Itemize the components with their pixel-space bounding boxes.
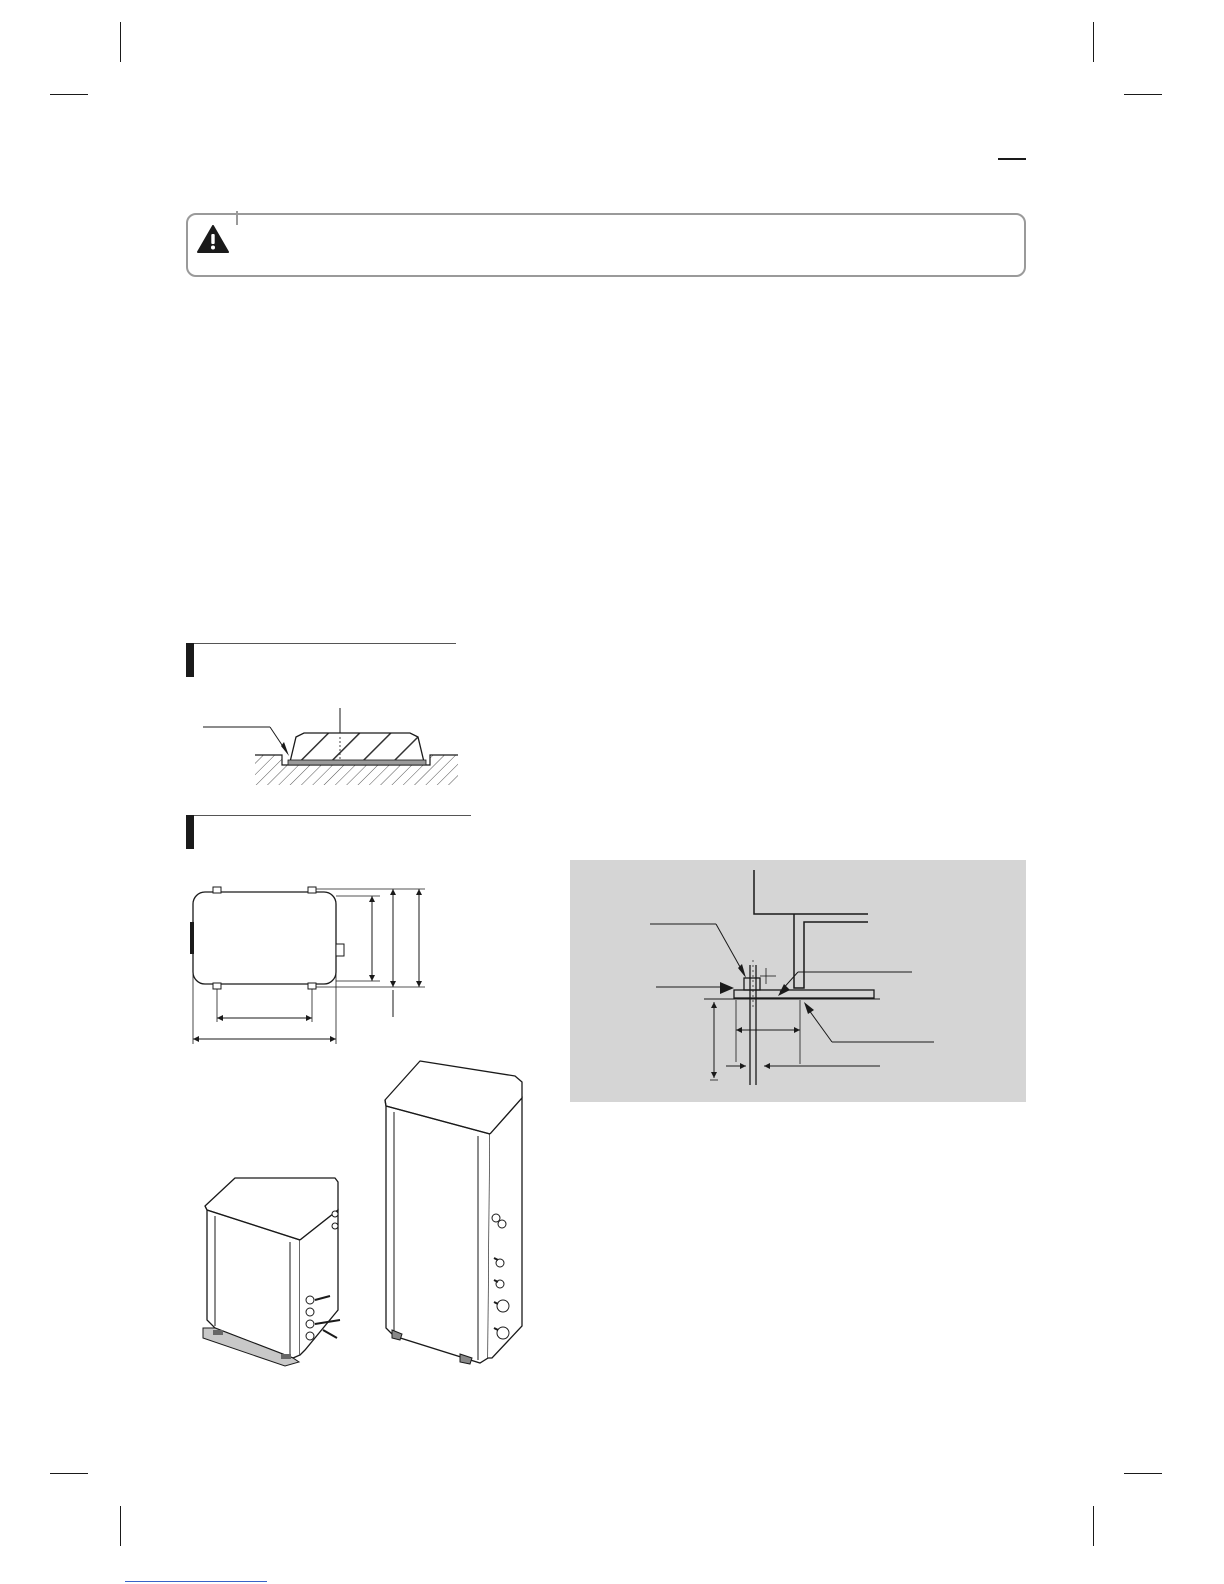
section-header-concrete-base (186, 643, 456, 677)
section-rule (194, 815, 471, 816)
page-number-rule (998, 158, 1026, 160)
footer-link-underline[interactable] (125, 1581, 267, 1582)
short-cabinet-unit (195, 1170, 355, 1370)
crop-mark-top-right-vertical (1093, 22, 1094, 62)
crop-mark-top-left-horizontal (50, 94, 88, 95)
tall-cabinet-unit (380, 1058, 530, 1378)
warning-triangle-icon (197, 225, 229, 253)
anchor-bolt-detail (570, 860, 1026, 1102)
section-rule (194, 643, 456, 644)
crop-mark-bottom-left-horizontal (50, 1473, 88, 1474)
section-header-anchoring (186, 815, 471, 849)
crop-mark-top-left-vertical (120, 22, 121, 62)
base-cross-section-figure (200, 705, 470, 790)
unit-footprint-diagram (185, 882, 445, 1052)
caution-box (186, 213, 1026, 277)
section-marker (186, 815, 194, 849)
crop-mark-bottom-left-vertical (120, 1506, 121, 1546)
crop-mark-bottom-right-vertical (1093, 1506, 1094, 1546)
crop-mark-bottom-right-horizontal (1124, 1473, 1162, 1474)
crop-mark-top-right-horizontal (1124, 94, 1162, 95)
anchor-detail-panel (570, 860, 1026, 1102)
section-marker (186, 643, 194, 677)
caution-tab (236, 211, 238, 225)
